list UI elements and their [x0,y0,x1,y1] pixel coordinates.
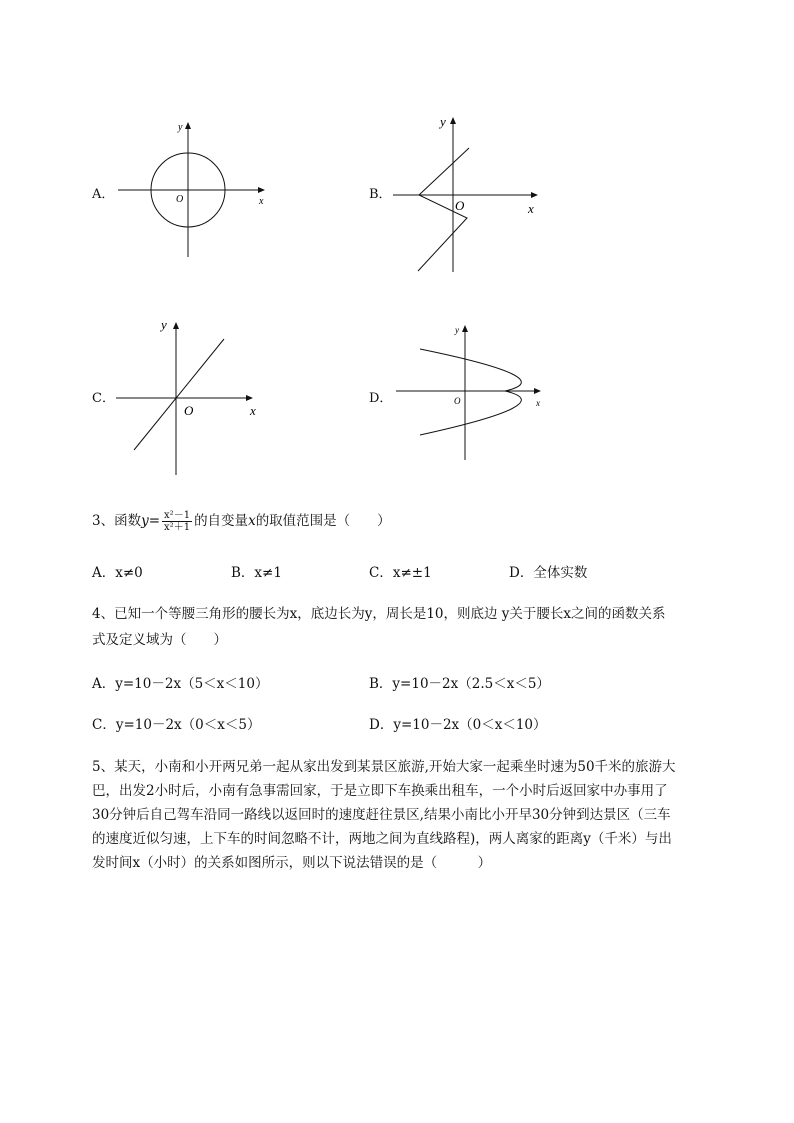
question-3-option-c: C．x≠±1 [369,565,432,581]
question-3-option-b: B．x≠1 [231,565,282,581]
graph-b-zigzag [385,112,555,277]
question-5-line-5: 发时间x（小时）的关系如图所示，则以下说法错误的是（ ） [92,855,492,871]
graph-d-y-arrow [462,325,468,332]
option-a-label: A． [92,187,115,202]
question-3-prefix: 3、函数 [92,513,142,529]
question-3-option-d: D．全体实数 [509,565,588,581]
graph-c-origin-label: O [184,403,194,418]
graph-a-x-arrow [258,187,265,193]
question-3-suffix2: 的取值范围是（ ） [255,513,391,529]
question-4-line-1: 4、已知一个等腰三角形的腰长为x，底边长为y，周长是10，则底边 y关于腰长x之间的函数关系 [92,606,666,622]
graph-b-origin-label: O [455,198,465,213]
graph-b-y-arrow [450,117,456,124]
option-c-label: C． [92,391,115,406]
question-3-option-a: A．x≠0 [92,565,143,581]
graph-b-x-label: x [528,201,534,216]
question-4-line-2: 式及定义域为（ ） [92,632,227,648]
question-3-fraction [162,510,192,533]
question-4-option-c: C．y=10－2x（0＜x＜5） [92,717,261,733]
question-4-option-b: B．y=10－2x（2.5＜x＜5） [369,676,550,692]
question-3-var: x [248,513,256,529]
graph-a-x-label: x [259,196,264,207]
graph-b-x-arrow [531,192,538,198]
graph-c-x-arrow [246,395,253,401]
graph-d-x-label: x [536,398,540,408]
graph-d-origin-label: O [454,396,461,406]
question-4-option-d: D．y=10－2x（0＜x＜10） [369,717,547,733]
option-d-label: D． [369,391,393,406]
question-3-suffix: 的自变量 [194,513,249,529]
question-5-line-3: 30分钟后自己驾车沿同一路线以返回时的速度赶往景区,结果小南比小开早30分钟到达景区（三车 [92,807,671,823]
question-3-stem [92,510,391,533]
graph-c-y-label: y [161,317,167,332]
question-3-numerator: x²－1 [164,510,191,521]
graph-c-line [112,315,277,480]
graph-d-x-arrow [534,388,541,394]
graph-a-y-arrow [185,122,191,129]
graph-c-x-label: x [250,403,256,418]
question-4-option-a: A．y=10－2x（5＜x＜10） [92,676,269,692]
graph-c-curve [134,339,224,450]
question-3-denominator: x²＋1 [164,522,191,533]
graph-a-y-label: y [178,122,183,133]
graph-b-y-label: y [440,114,446,129]
graph-d-curve [420,349,521,435]
question-5-line-4: 的速度近似匀速，上下车的时间忽略不计，两地之间为直线路程)，两人离家的距离y（千米）与出 [92,831,672,847]
graph-c-y-arrow [173,322,179,329]
graph-a-circle [110,115,280,265]
question-5-line-2: 巴，出发2小时后，小南有急事需回家，于是立即下车换乘出租车，一个小时后返回家中办事用了 [92,783,668,799]
question-5-stem [92,755,742,875]
graph-d-y-label: y [455,325,459,335]
question-3-y-eq: y= [141,513,161,529]
option-b-label: B． [369,187,392,202]
graph-a-origin-label: O [176,194,184,205]
graph-d-parabola [392,318,557,468]
question-5-line-1: 5、某天，小南和小开两兄弟一起从家出发到某景区旅游,开始大家一起乘坐时速为50千米的旅游大 [92,759,676,775]
